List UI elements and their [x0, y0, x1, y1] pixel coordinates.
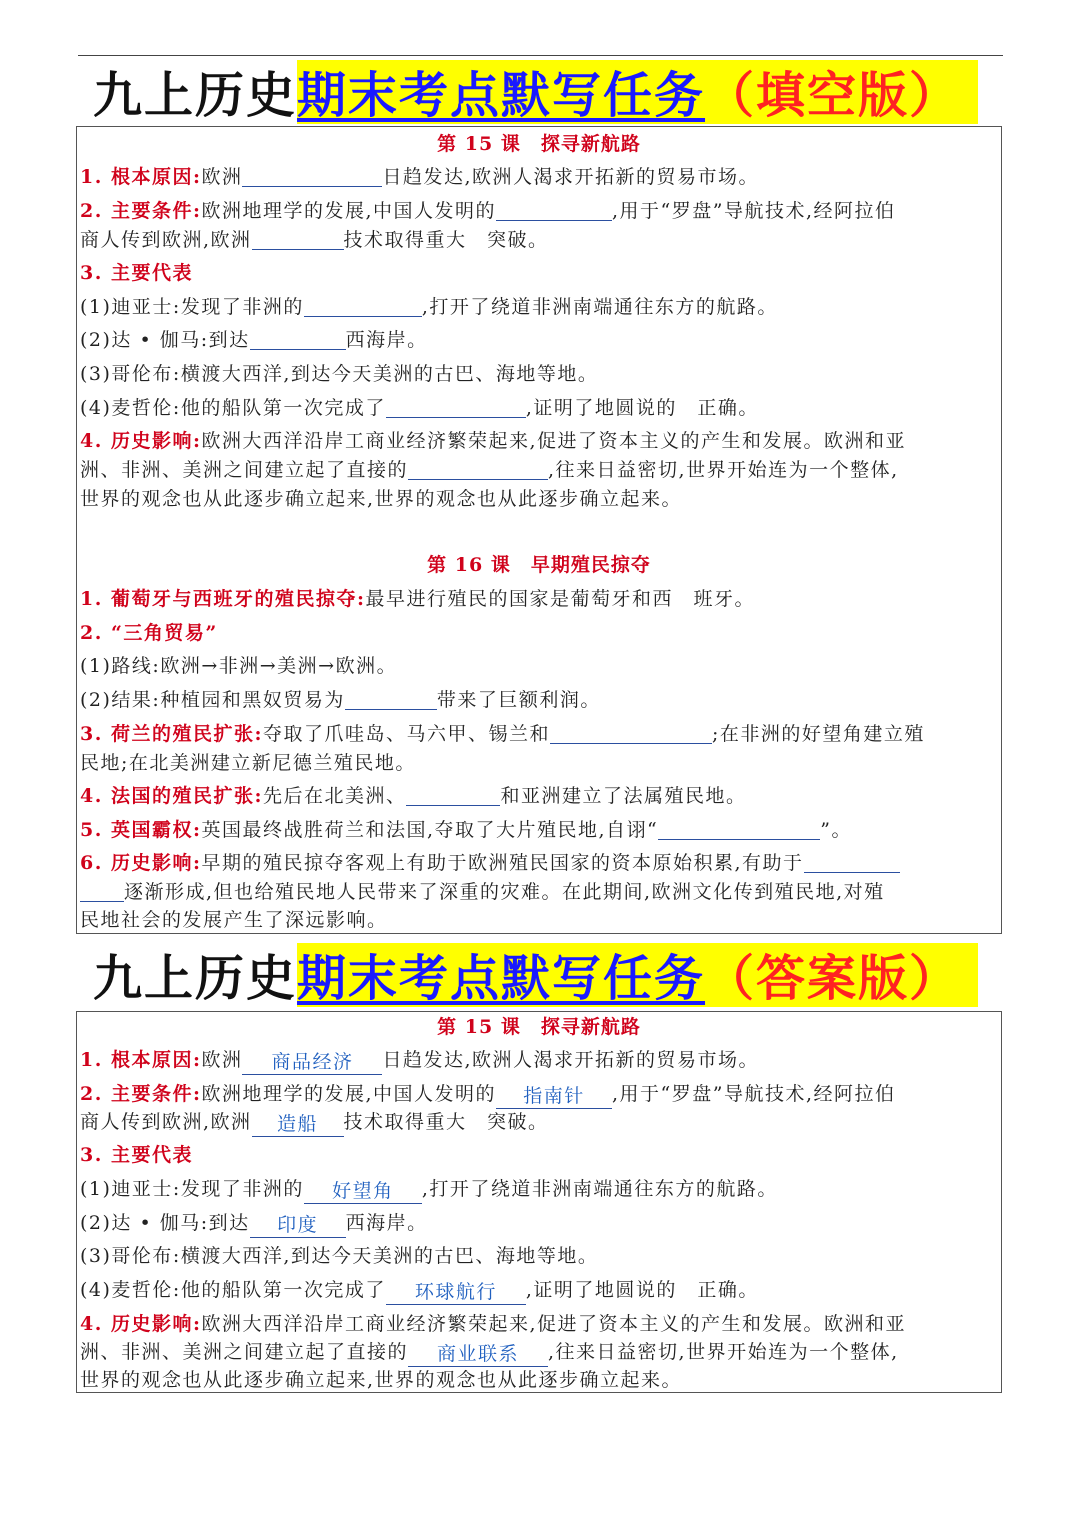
top-rule: [78, 55, 1003, 56]
answer-blank[interactable]: [250, 329, 346, 350]
l15-item-3-4: (4)麦哲伦:他的船队第一次完成了 ,证明了地圆说的 正确。: [80, 397, 759, 419]
banner-version-label: （答案版）: [705, 950, 961, 1007]
l16-item-5: 5. 英国霸权:英国最终战胜荷兰和法国,夺取了大片殖民地,自诩“ ”。: [80, 819, 852, 841]
answer-blank[interactable]: [386, 397, 526, 418]
l16-item-2-1: (1)路线:欧洲→非洲→美洲→欧洲。: [80, 655, 398, 677]
l16-item-6-cont: 逐渐形成,但也给殖民地人民带来了深重的灾难。在此期间,欧洲文化传到殖民地,对殖: [80, 879, 885, 906]
banner-task-title: 期末考点默写任务: [297, 67, 706, 124]
l16-item-2: 2. “三角贸易”: [80, 622, 218, 644]
answer-blank[interactable]: [408, 459, 548, 480]
l15-item-3-2: (2)达 • 伽马:到达 印度 西海岸。: [80, 1212, 428, 1236]
answer-text: 商业联系: [408, 1342, 548, 1367]
l15-item-3-3: (3)哥伦布:横渡大西洋,到达今天美洲的古巴、海地等地。: [80, 1245, 599, 1267]
l15-item-3-4: (4)麦哲伦:他的船队第一次完成了 环球航行 ,证明了地圆说的 正确。: [80, 1279, 759, 1303]
banner-highlight: [297, 60, 978, 124]
l15-item-4-cont: 洲、非洲、美洲之间建立起了直接的 商业联系 ,往来日益密切,世界开始连为一个整体,: [80, 1341, 899, 1365]
banner-highlight: [297, 943, 978, 1007]
banner-version-label: （填空版）: [705, 67, 961, 124]
l16-item-6: 6. 历史影响:早期的殖民掠夺客观上有助于欧洲殖民国家的资本原始积累,有助于: [80, 850, 900, 877]
l15-item-2-cont: 商人传到欧洲,欧洲 技术取得重大 突破。: [80, 229, 549, 251]
answer-blank[interactable]: [804, 852, 900, 873]
banner-subject: 九上历史: [93, 950, 298, 1007]
answer-text: 指南针: [496, 1084, 612, 1109]
answer-blank[interactable]: [345, 689, 437, 710]
l15-item-3-3: (3)哥伦布:横渡大西洋,到达今天美洲的古巴、海地等地。: [80, 363, 599, 385]
l15-item-3-1: (1)迪亚士:发现了非洲的 ,打开了绕道非洲南端通往东方的航路。: [80, 296, 778, 318]
l15-item-4: 4. 历史影响:欧洲大西洋沿岸工商业经济繁荣起来,促进了资本主义的产生和发展。欧洲和亚: [80, 430, 907, 452]
banner-subject: 九上历史: [93, 67, 298, 124]
l15-item-4-end: 世界的观念也从此逐步确立起来,世界的观念也从此逐步确立起来。: [80, 488, 683, 510]
answer-blank[interactable]: [304, 296, 422, 317]
l15-item-3: 3. 主要代表: [80, 262, 193, 284]
fill-in-worksheet: [76, 126, 1002, 934]
l16-item-2-2: (2)结果:种植园和黑奴贸易为 带来了巨额利润。: [80, 689, 601, 711]
l15-item-1: 1. 根本原因:欧洲 商品经济 日趋发达,欧洲人渴求开拓新的贸易市场。: [80, 1049, 760, 1073]
answer-text: 造船: [252, 1112, 344, 1137]
answer-blank[interactable]: [406, 785, 500, 806]
l15-item-1: 1. 根本原因:欧洲 日趋发达,欧洲人渴求开拓新的贸易市场。: [80, 166, 760, 188]
answer-blank[interactable]: [496, 200, 612, 221]
answer-blank[interactable]: [242, 166, 382, 187]
answer-text: 环球航行: [386, 1280, 526, 1305]
l15-item-4-cont: 洲、非洲、美洲之间建立起了直接的 ,往来日益密切,世界开始连为一个整体,: [80, 459, 899, 481]
l15-item-2-cont: 商人传到欧洲,欧洲 造船 技术取得重大 突破。: [80, 1111, 549, 1135]
answer-blank[interactable]: [252, 229, 344, 250]
l16-item-1: 1. 葡萄牙与西班牙的殖民掠夺:最早进行殖民的国家是葡萄牙和西 班牙。: [80, 588, 755, 610]
answer-blank[interactable]: [80, 881, 124, 902]
l15-item-3-1: (1)迪亚士:发现了非洲的 好望角 ,打开了绕道非洲南端通往东方的航路。: [80, 1178, 778, 1202]
l16-item-6-end: 民地社会的发展产生了深远影响。: [80, 909, 388, 931]
l16-item-3: 3. 荷兰的殖民扩张:夺取了爪哇岛、马六甲、锡兰和 ;在非洲的好望角建立殖: [80, 723, 925, 745]
l15-item-2: 2. 主要条件:欧洲地理学的发展,中国人发明的 指南针 ,用于“罗盘”导航技术,经阿拉伯: [80, 1083, 896, 1107]
lesson-15-title: 第 15 课 探寻新航路: [437, 133, 641, 155]
answer-blank[interactable]: [550, 723, 712, 744]
answer-text: 好望角: [304, 1179, 422, 1204]
banner-task-title: 期末考点默写任务: [297, 950, 706, 1007]
l16-item-3-cont: 民地;在北美洲建立新尼德兰殖民地。: [80, 752, 416, 774]
l15-item-2: 2. 主要条件:欧洲地理学的发展,中国人发明的 ,用于“罗盘”导航技术,经阿拉伯: [80, 200, 896, 222]
answer-text: 商品经济: [242, 1050, 382, 1075]
answer-text: 印度: [250, 1213, 346, 1238]
banner-answer-version: [93, 943, 978, 1007]
l16-item-4: 4. 法国的殖民扩张:先后在北美洲、 和亚洲建立了法属殖民地。: [80, 785, 747, 807]
answer-blank[interactable]: [658, 819, 820, 840]
l15-item-3-2: (2)达 • 伽马:到达 西海岸。: [80, 329, 428, 351]
lesson-15-title: 第 15 课 探寻新航路: [437, 1016, 641, 1038]
l15-item-4-end: 世界的观念也从此逐步确立起来,世界的观念也从此逐步确立起来。: [80, 1369, 683, 1391]
l15-item-4: 4. 历史影响:欧洲大西洋沿岸工商业经济繁荣起来,促进了资本主义的产生和发展。欧洲和亚: [80, 1313, 907, 1335]
lesson-16-title: 第 16 课 早期殖民掠夺: [427, 554, 651, 576]
banner-fill-version: [93, 60, 978, 124]
answer-worksheet: [76, 1011, 1002, 1393]
l15-item-3: 3. 主要代表: [80, 1144, 193, 1166]
